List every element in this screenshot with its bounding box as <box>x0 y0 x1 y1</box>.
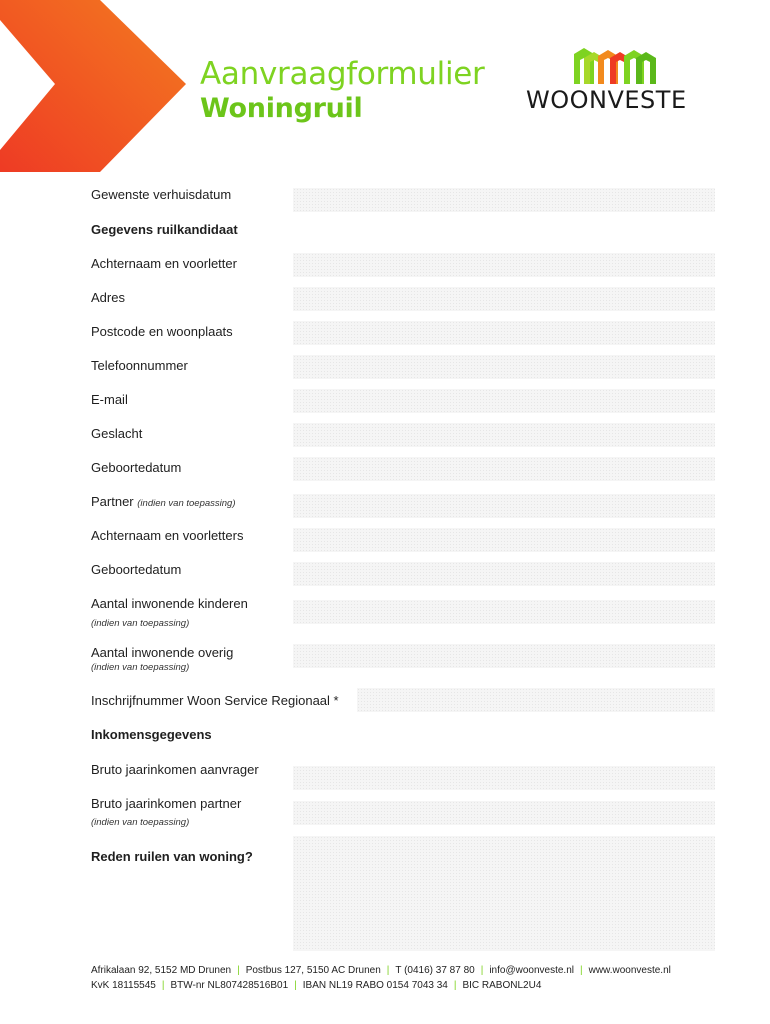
label-partner <box>91 494 236 509</box>
label-geslacht: Geslacht <box>91 426 143 441</box>
document-title <box>200 56 484 126</box>
field-bruto-partner[interactable] <box>293 801 715 825</box>
label-achternaam-voorletter: Achternaam en voorletter <box>91 256 237 271</box>
label-aantal-overig-note: (indien van toepassing) <box>91 662 190 673</box>
label-inschrijfnummer: Inschrijfnummer Woon Service Regionaal * <box>91 693 339 708</box>
footer-website[interactable]: www.woonveste.nl <box>588 965 671 976</box>
footer-bic: BIC RABONL2U4 <box>462 980 542 991</box>
logo-wordmark: WOONVESTE <box>526 86 687 114</box>
label-partner-note: (indien van toepassing) <box>137 498 236 509</box>
title-line-1: Aanvraagformulier <box>200 56 485 92</box>
label-partner-text: Partner <box>91 494 134 509</box>
label-achternaam-voorletters: Achternaam en voorletters <box>91 528 244 543</box>
field-achternaam-voorletter[interactable] <box>293 253 715 277</box>
label-reden: Reden ruilen van woning? <box>91 849 253 864</box>
label-email: E-mail <box>91 392 128 407</box>
field-geboortedatum-partner[interactable] <box>293 562 715 586</box>
footer-iban: IBAN NL19 RABO 0154 7043 34 <box>302 980 448 991</box>
field-aantal-kinderen[interactable] <box>293 600 715 624</box>
label-geboortedatum: Geboortedatum <box>91 460 182 475</box>
footer-email[interactable]: info@woonveste.nl <box>489 965 574 976</box>
label-bruto-partner-note: (indien van toepassing) <box>91 817 190 828</box>
footer-kvk: KvK 18115545 <box>91 980 156 991</box>
section-heading-ruilkandidaat: Gegevens ruilkandidaat <box>91 222 238 237</box>
title-line-2: Woningruil <box>200 93 363 124</box>
label-telefoonnummer: Telefoonnummer <box>91 358 188 373</box>
field-bruto-aanvrager[interactable] <box>293 766 715 790</box>
field-telefoonnummer[interactable] <box>293 355 715 379</box>
field-email[interactable] <box>293 389 715 413</box>
footer-telefoon: T (0416) 37 87 80 <box>395 965 475 976</box>
footer-line-1: Afrikalaan 92, 5152 MD Drunen | Postbus 127, 5150 AC Drunen | T (0416) 37 87 80 | info@woonveste.nl | www.woonveste.nl <box>91 965 671 976</box>
label-aantal-kinderen: Aantal inwonende kinderen <box>91 596 248 611</box>
field-adres[interactable] <box>293 287 715 311</box>
label-aantal-kinderen-note: (indien van toepassing) <box>91 618 190 629</box>
footer-address: Afrikalaan 92, 5152 MD Drunen <box>91 965 232 976</box>
field-partner[interactable] <box>293 494 715 518</box>
field-postcode-woonplaats[interactable] <box>293 321 715 345</box>
woonveste-roof-logo-icon <box>574 48 666 84</box>
label-adres: Adres <box>91 290 125 305</box>
footer-line-2: KvK 18115545 | BTW-nr NL807428516B01 | IBAN NL19 RABO 0154 7043 34 | BIC RABONL2U4 <box>91 980 542 991</box>
field-geslacht[interactable] <box>293 423 715 447</box>
label-postcode-woonplaats: Postcode en woonplaats <box>91 324 233 339</box>
field-inschrijfnummer[interactable] <box>357 688 715 712</box>
section-heading-inkomen: Inkomensgegevens <box>91 727 212 742</box>
field-geboortedatum[interactable] <box>293 457 715 481</box>
label-bruto-aanvrager: Bruto jaarinkomen aanvrager <box>91 762 259 777</box>
field-reden[interactable] <box>293 836 715 951</box>
woonveste-logo <box>526 48 718 118</box>
field-aantal-overig[interactable] <box>293 644 715 668</box>
footer-btw: BTW-nr NL807428516B01 <box>170 980 289 991</box>
header-chevron-graphic <box>0 0 190 175</box>
footer-postbus: Postbus 127, 5150 AC Drunen <box>245 965 381 976</box>
field-achternaam-voorletters[interactable] <box>293 528 715 552</box>
label-aantal-overig: Aantal inwonende overig <box>91 645 234 660</box>
label-gewenste-verhuisdatum: Gewenste verhuisdatum <box>91 187 232 202</box>
field-gewenste-verhuisdatum[interactable] <box>293 188 715 212</box>
label-geboortedatum-partner: Geboortedatum <box>91 562 182 577</box>
label-bruto-partner: Bruto jaarinkomen partner <box>91 796 242 811</box>
